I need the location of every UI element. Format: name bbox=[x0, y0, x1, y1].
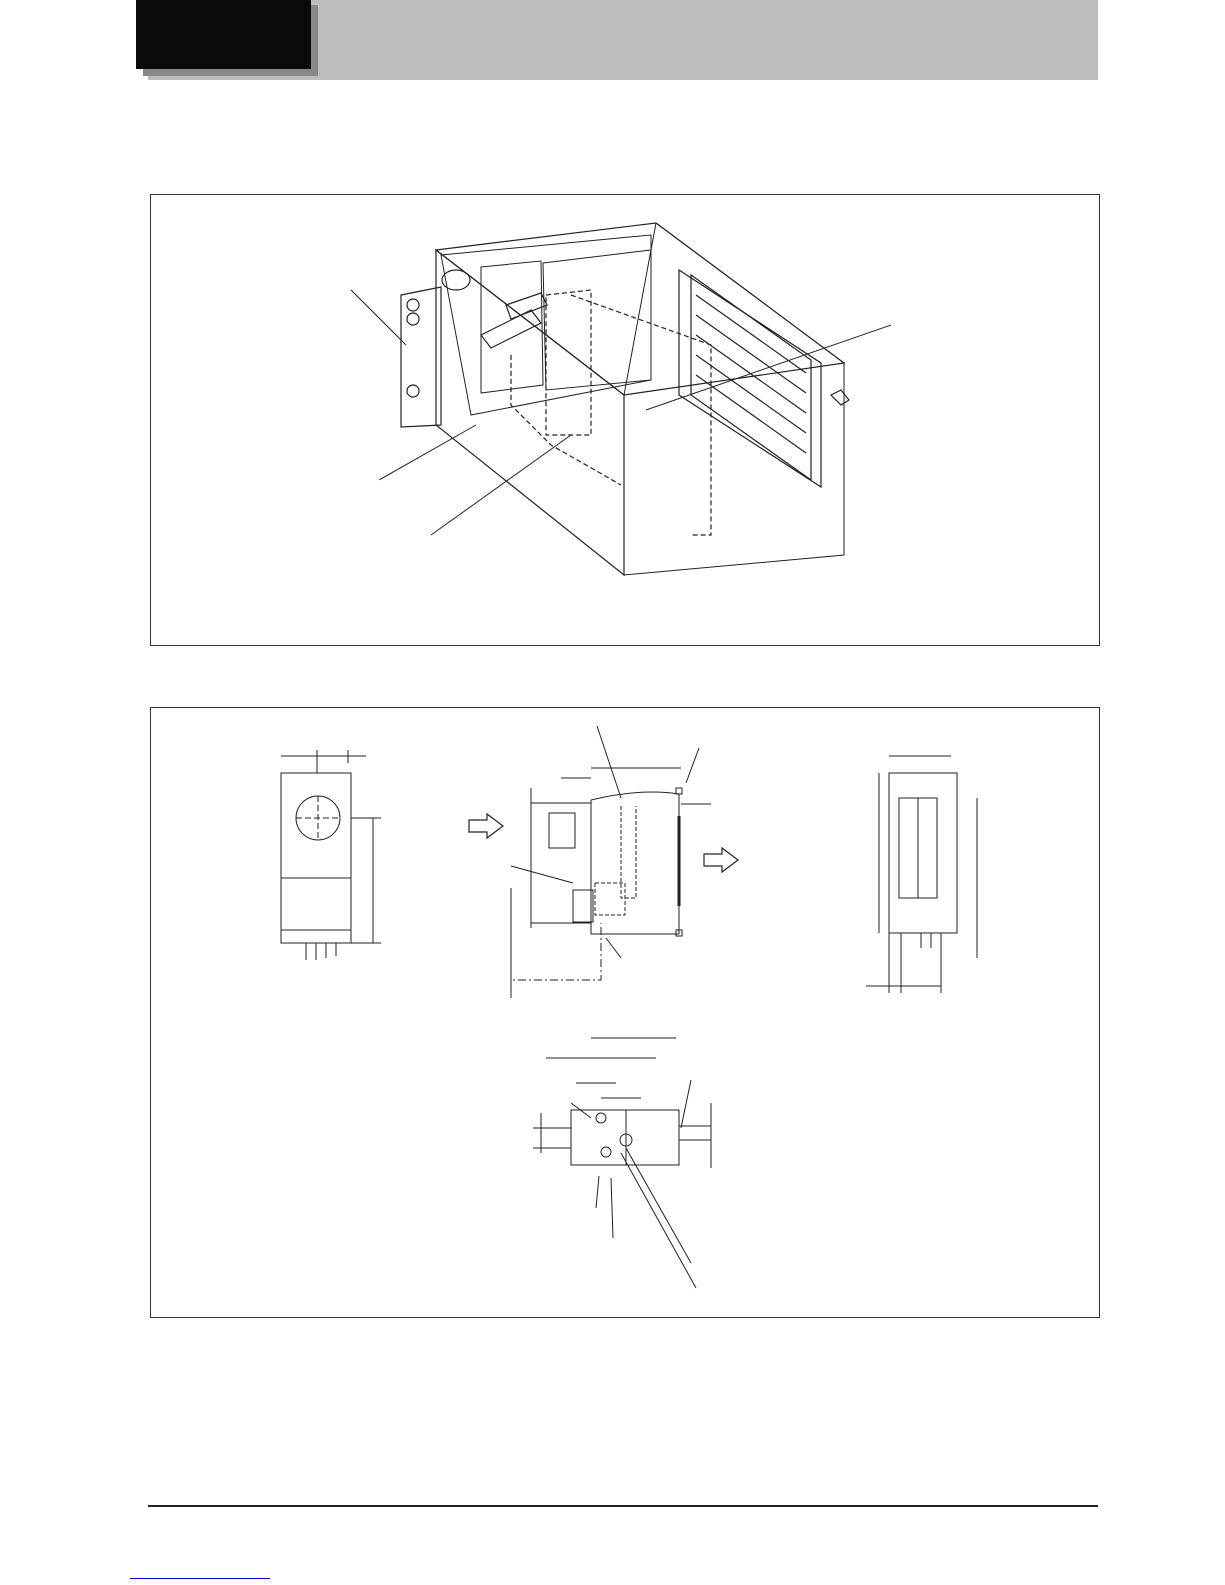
bottom-plan-view bbox=[533, 1038, 711, 1288]
isometric-figure-panel bbox=[150, 194, 1100, 646]
right-side-view bbox=[866, 756, 977, 993]
footer-link-underline[interactable] bbox=[130, 1578, 270, 1579]
dimension-drawings bbox=[151, 708, 1099, 1317]
left-side-view bbox=[281, 750, 381, 960]
footer-rule bbox=[148, 1505, 1098, 1507]
isometric-unit-drawing bbox=[151, 195, 1099, 645]
dimension-figure-panel bbox=[150, 707, 1100, 1318]
front-view bbox=[511, 726, 711, 998]
header-chapter-tab bbox=[136, 0, 311, 69]
